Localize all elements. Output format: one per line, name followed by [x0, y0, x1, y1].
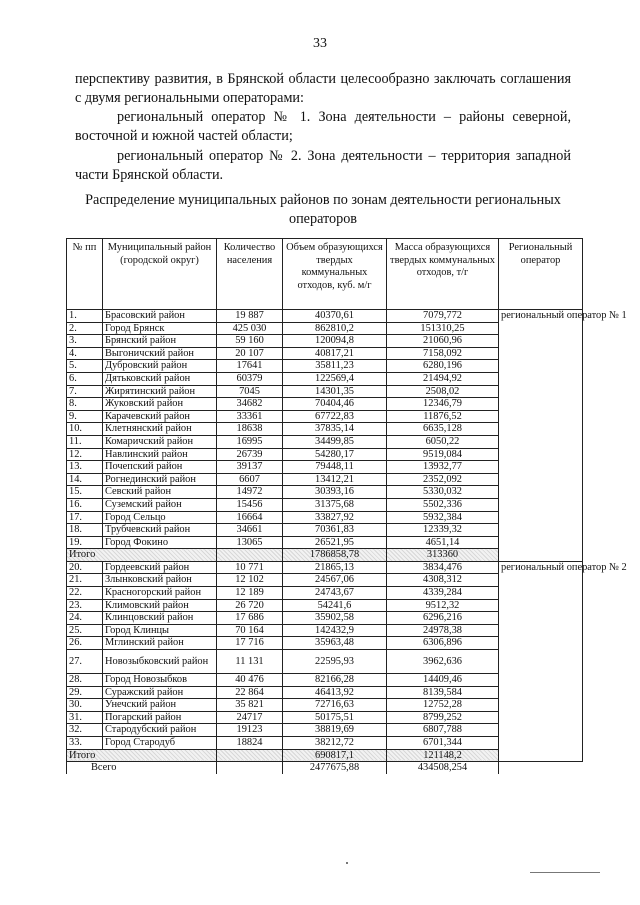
population-value: 34682	[217, 398, 283, 411]
districts-table	[66, 238, 627, 774]
volume-value: 122569,4	[283, 372, 387, 385]
row-number: 10.	[67, 423, 103, 436]
mass-value: 21060,96	[387, 335, 499, 348]
population-value: 26739	[217, 448, 283, 461]
row-number: 29.	[67, 686, 103, 699]
mass-value: 13932,77	[387, 461, 499, 474]
table-row	[67, 310, 583, 323]
volume-value: 54241,6	[283, 599, 387, 612]
population-value: 24717	[217, 711, 283, 724]
volume-value: 14301,35	[283, 385, 387, 398]
volume-value: 37835,14	[283, 423, 387, 436]
district-name: Дубровский район	[103, 360, 217, 373]
population-value: 70 164	[217, 624, 283, 637]
district-name: Красногорский район	[103, 587, 217, 600]
row-number: 15.	[67, 486, 103, 499]
mass-value: 14409,46	[387, 674, 499, 687]
volume-value: 79448,11	[283, 461, 387, 474]
table-title: Распределение муниципальных районов по зонам деятельности региональных операторов	[85, 192, 561, 227]
table-row	[67, 561, 583, 574]
volume-value: 24567,06	[283, 574, 387, 587]
mass-value: 24978,38	[387, 624, 499, 637]
mass-value: 7158,092	[387, 347, 499, 360]
row-number: 11.	[67, 435, 103, 448]
volume-value: 50175,51	[283, 711, 387, 724]
header-district: Муниципальный район (городской округ)	[103, 239, 217, 310]
row-number: 1.	[67, 310, 103, 323]
row-number: 22.	[67, 587, 103, 600]
row-number: 17.	[67, 511, 103, 524]
mass-value: 12339,32	[387, 524, 499, 537]
grand-total-volume: 2477675,88	[283, 762, 387, 774]
volume-value: 142432,9	[283, 624, 387, 637]
population-value: 18638	[217, 423, 283, 436]
row-number: 8.	[67, 398, 103, 411]
header-operator: Региональный оператор	[499, 239, 583, 310]
grand-total-mass: 434508,254	[387, 762, 499, 774]
district-name: Погарский район	[103, 711, 217, 724]
paragraph-operator-1: региональный оператор № 1. Зона деятельности – районы северной, восточной и южной частей области;	[75, 109, 571, 145]
subtotal-mass: 121148,2	[387, 749, 499, 762]
district-name: Карачевский район	[103, 410, 217, 423]
row-number: 30.	[67, 699, 103, 712]
population-value: 17 716	[217, 637, 283, 650]
grand-total-label: Всего	[67, 762, 217, 774]
mass-value: 3962,636	[387, 650, 499, 674]
population-value: 10 771	[217, 561, 283, 574]
row-number: 9.	[67, 410, 103, 423]
row-number: 3.	[67, 335, 103, 348]
district-name: Стародубский район	[103, 724, 217, 737]
population-value: 11 131	[217, 650, 283, 674]
mass-value: 8139,584	[387, 686, 499, 699]
volume-value: 70361,83	[283, 524, 387, 537]
district-name: Гордеевский район	[103, 561, 217, 574]
district-name: Рогнединский район	[103, 473, 217, 486]
footer-rule	[530, 872, 600, 873]
district-name: Унечский район	[103, 699, 217, 712]
paragraph-operator-2: региональный оператор № 2. Зона деятельности – территория западной части Брянской области.	[75, 148, 571, 184]
population-value: 13065	[217, 536, 283, 549]
volume-value: 24743,67	[283, 587, 387, 600]
district-name: Навлинский район	[103, 448, 217, 461]
row-number: 20.	[67, 561, 103, 574]
population-value: 17641	[217, 360, 283, 373]
district-name: Клетнянский район	[103, 423, 217, 436]
subtotal-volume: 690817,1	[283, 749, 387, 762]
district-name: Жуковский район	[103, 398, 217, 411]
population-value: 39137	[217, 461, 283, 474]
row-number: 5.	[67, 360, 103, 373]
volume-value: 35963,48	[283, 637, 387, 650]
volume-value: 120094,8	[283, 335, 387, 348]
volume-value: 33827,92	[283, 511, 387, 524]
population-value: 425 030	[217, 322, 283, 335]
subtotal-population-blank	[217, 549, 283, 562]
subtotal-label: Итого	[67, 549, 217, 562]
district-name: Жирятинский район	[103, 385, 217, 398]
subtotal-volume: 1786858,78	[283, 549, 387, 562]
district-name: Трубчевский район	[103, 524, 217, 537]
header-num: № пп	[67, 239, 103, 310]
district-name: Брянский район	[103, 335, 217, 348]
row-number: 23.	[67, 599, 103, 612]
district-name: Город Новозыбков	[103, 674, 217, 687]
row-number: 24.	[67, 612, 103, 625]
population-value: 60379	[217, 372, 283, 385]
volume-value: 21865,13	[283, 561, 387, 574]
volume-value: 46413,92	[283, 686, 387, 699]
header-population: Количество населения	[217, 239, 283, 310]
mass-value: 12752,28	[387, 699, 499, 712]
table-header-row	[67, 239, 583, 310]
subtotal-label: Итого	[67, 749, 217, 762]
grand-total-population-blank	[217, 762, 283, 774]
mass-value: 4651,14	[387, 536, 499, 549]
mass-value: 7079,772	[387, 310, 499, 323]
volume-value: 54280,17	[283, 448, 387, 461]
row-number: 7.	[67, 385, 103, 398]
population-value: 18824	[217, 737, 283, 750]
district-name: Город Брянск	[103, 322, 217, 335]
population-value: 22 864	[217, 686, 283, 699]
scan-speck	[346, 862, 348, 864]
mass-value: 4308,312	[387, 574, 499, 587]
mass-value: 21494,92	[387, 372, 499, 385]
population-value: 16995	[217, 435, 283, 448]
mass-value: 9512,32	[387, 599, 499, 612]
row-number: 32.	[67, 724, 103, 737]
grand-total-operator-blank	[499, 762, 583, 774]
mass-value: 5330,032	[387, 486, 499, 499]
mass-value: 5502,336	[387, 498, 499, 511]
population-value: 6607	[217, 473, 283, 486]
population-value: 14972	[217, 486, 283, 499]
mass-value: 6306,896	[387, 637, 499, 650]
population-value: 19 887	[217, 310, 283, 323]
mass-value: 3834,476	[387, 561, 499, 574]
population-value: 15456	[217, 498, 283, 511]
district-name: Суражский район	[103, 686, 217, 699]
population-value: 59 160	[217, 335, 283, 348]
district-name: Город Сельцо	[103, 511, 217, 524]
district-name: Город Фокино	[103, 536, 217, 549]
row-number: 16.	[67, 498, 103, 511]
population-value: 17 686	[217, 612, 283, 625]
mass-value: 2508,02	[387, 385, 499, 398]
population-value: 12 102	[217, 574, 283, 587]
row-number: 4.	[67, 347, 103, 360]
row-number: 31.	[67, 711, 103, 724]
population-value: 20 107	[217, 347, 283, 360]
mass-value: 6635,128	[387, 423, 499, 436]
table-body	[67, 310, 627, 774]
row-number: 2.	[67, 322, 103, 335]
district-name: Климовский район	[103, 599, 217, 612]
row-number: 27.	[67, 650, 103, 674]
subtotal-population-blank	[217, 749, 283, 762]
row-number: 6.	[67, 372, 103, 385]
mass-value: 12346,79	[387, 398, 499, 411]
district-name: Почепский район	[103, 461, 217, 474]
volume-value: 38819,69	[283, 724, 387, 737]
volume-value: 70404,46	[283, 398, 387, 411]
volume-value: 35902,58	[283, 612, 387, 625]
volume-value: 35811,23	[283, 360, 387, 373]
mass-value: 2352,092	[387, 473, 499, 486]
volume-value: 38212,72	[283, 737, 387, 750]
volume-value: 862810,2	[283, 322, 387, 335]
row-number: 25.	[67, 624, 103, 637]
mass-value: 11876,52	[387, 410, 499, 423]
volume-value: 22595,93	[283, 650, 387, 674]
district-name: Мглинский район	[103, 637, 217, 650]
volume-value: 13412,21	[283, 473, 387, 486]
population-value: 19123	[217, 724, 283, 737]
subtotal-mass: 313360	[387, 549, 499, 562]
district-name: Брасовский район	[103, 310, 217, 323]
volume-value: 40370,61	[283, 310, 387, 323]
header-volume: Объем образующихся твердых коммунальных отходов, куб. м/г	[283, 239, 387, 310]
row-number: 33.	[67, 737, 103, 750]
district-name: Севский район	[103, 486, 217, 499]
row-number: 21.	[67, 574, 103, 587]
district-name: Выгоничский район	[103, 347, 217, 360]
volume-value: 82166,28	[283, 674, 387, 687]
operator-label: региональный оператор № 1	[499, 310, 583, 562]
population-value: 40 476	[217, 674, 283, 687]
volume-value: 40817,21	[283, 347, 387, 360]
row-number: 26.	[67, 637, 103, 650]
mass-value: 4339,284	[387, 587, 499, 600]
operator-label: региональный оператор № 2	[499, 561, 583, 761]
district-name: Комаричский район	[103, 435, 217, 448]
volume-value: 34499,85	[283, 435, 387, 448]
mass-value: 6296,216	[387, 612, 499, 625]
mass-value: 8799,252	[387, 711, 499, 724]
mass-value: 151310,25	[387, 322, 499, 335]
population-value: 12 189	[217, 587, 283, 600]
population-value: 33361	[217, 410, 283, 423]
row-number: 18.	[67, 524, 103, 537]
population-value: 7045	[217, 385, 283, 398]
mass-value: 6701,344	[387, 737, 499, 750]
volume-value: 26521,95	[283, 536, 387, 549]
mass-value: 6280,196	[387, 360, 499, 373]
mass-value: 6807,788	[387, 724, 499, 737]
district-name: Злынковский район	[103, 574, 217, 587]
page-number: 33	[313, 36, 327, 51]
population-value: 34661	[217, 524, 283, 537]
mass-value: 9519,084	[387, 448, 499, 461]
volume-value: 67722,83	[283, 410, 387, 423]
row-number: 14.	[67, 473, 103, 486]
district-name: Город Клинцы	[103, 624, 217, 637]
mass-value: 5932,384	[387, 511, 499, 524]
grand-total-row	[67, 762, 583, 774]
header-mass: Масса образующихся твердых коммунальных отходов, т/г	[387, 239, 499, 310]
population-value: 35 821	[217, 699, 283, 712]
district-name: Клинцовский район	[103, 612, 217, 625]
district-name: Новозыбковский район	[103, 650, 217, 674]
population-value: 16664	[217, 511, 283, 524]
paragraph-intro: перспективу развития, в Брянской области целесообразно заключать соглашения с двумя региональными операторами:	[75, 71, 571, 107]
row-number: 28.	[67, 674, 103, 687]
row-number: 13.	[67, 461, 103, 474]
row-number: 12.	[67, 448, 103, 461]
volume-value: 72716,63	[283, 699, 387, 712]
population-value: 26 720	[217, 599, 283, 612]
volume-value: 30393,16	[283, 486, 387, 499]
district-name: Суземский район	[103, 498, 217, 511]
mass-value: 6050,22	[387, 435, 499, 448]
volume-value: 31375,68	[283, 498, 387, 511]
row-number: 19.	[67, 536, 103, 549]
district-name: Дятьковский район	[103, 372, 217, 385]
district-name: Город Стародуб	[103, 737, 217, 750]
